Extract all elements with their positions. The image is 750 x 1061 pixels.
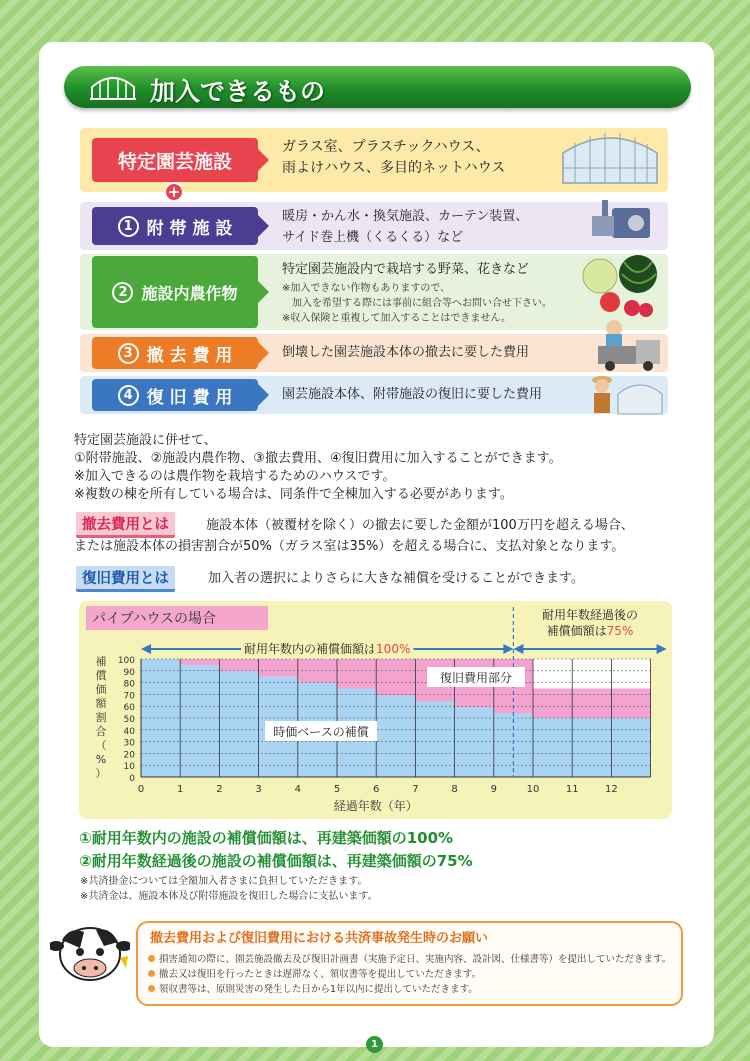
x-tick-label: 12 — [605, 784, 618, 795]
bar-restoration — [219, 659, 258, 671]
y-axis-label-char: ） — [95, 767, 107, 780]
y-tick-label: 50 — [123, 715, 135, 725]
y-tick-label: 10 — [123, 762, 135, 773]
range2-label — [547, 623, 634, 638]
bar-time-value — [219, 671, 258, 777]
x-tick-label: 9 — [490, 784, 497, 795]
notice-item: 領収書等は、原則災害の発生した日から1年以内に提出していただきます。 — [148, 981, 478, 995]
bar-restoration — [611, 689, 650, 719]
y-tick-label: 100 — [117, 656, 135, 666]
summary-2: ②耐用年数経過後の施設の補償価額は、再建築価額の75% — [79, 852, 473, 870]
greenhouse-image — [555, 128, 665, 188]
heater-machine-image — [588, 198, 660, 248]
range2-value: 75% — [606, 624, 634, 638]
arrow-head-left — [513, 644, 523, 654]
badge-tokutei: 特定園芸施設 — [92, 138, 258, 182]
bar-restoration — [376, 659, 415, 696]
x-tick-label: 4 — [294, 784, 301, 795]
page-title: 加入できるもの — [150, 77, 326, 106]
fukkyu-tag: 復旧費用とは — [76, 566, 175, 592]
badge-nousakumotsu: 2 施設内農作物 — [92, 256, 258, 328]
restoration-label: 復旧費用部分 — [439, 671, 513, 685]
y-tick-label: 70 — [123, 691, 135, 702]
range1-label-text: 耐用年数内の補償価額は — [244, 642, 377, 656]
desc-tekkyo: 倒壊した園芸施設本体の撤去に要した費用 — [282, 345, 530, 360]
x-tick-label: 5 — [333, 784, 341, 795]
bar-time-value — [376, 696, 415, 777]
desc-tokutei: ガラス室、プラスチックハウス、 雨よけハウス、多目的ネットハウス — [282, 139, 506, 176]
bar-time-value — [611, 718, 650, 777]
summary-1: ①耐用年数内の施設の補償価額は、再建築価額の100% — [79, 829, 454, 847]
badge-futai: 1 附 帯 施 設 — [92, 207, 258, 245]
tekkyo-definition: 施設本体（被覆材を除く）の撤去に要した金額が100万円を超える場合、 または施設本体の損害割合が50%（ガラス室は35%）を超える場合に、支払対象となります。 — [74, 518, 634, 554]
arrow-head-right — [503, 644, 513, 654]
number-2-icon: 2 — [112, 282, 133, 303]
x-tick-label: 3 — [255, 784, 262, 795]
badge-fukkyu: 4 復 旧 費 用 — [92, 379, 258, 411]
x-axis-label: 経過年数（年） — [333, 799, 418, 813]
footnotes: ※共済掛金については全額加入者さまに負担していただきます。 ※共済金は、施設本体及び附帯施設を復旧した場合に支払います。 — [80, 876, 378, 902]
x-tick-label: 0 — [137, 784, 145, 795]
x-tick-label: 7 — [412, 784, 419, 795]
intro-text: 特定園芸施設に併せて、 ①附帯施設、②施設内農作物、③撤去費用、④復旧費用に加入することができます。 ※加入できるのは農作物を栽培するためのハウスです。 ※複数の棟を所有している場合は、同条件で全棟加入する必要があります。 — [74, 433, 562, 502]
tekkyo-tag: 撤去費用とは — [76, 512, 175, 538]
plus-icon: + — [164, 182, 184, 202]
x-tick-label: 11 — [565, 784, 579, 795]
range2-line1: 耐用年数経過後の — [541, 608, 639, 622]
page-number: 1 — [366, 1036, 383, 1053]
fukkyu-definition: 加入者の選択によりさらに大きな補償を受けることができます。 — [208, 571, 584, 586]
bar-restoration — [337, 659, 376, 689]
y-axis-label-char: % — [95, 753, 107, 766]
bar-restoration — [180, 659, 219, 665]
arrow-head-right — [657, 644, 667, 654]
y-axis-label-char: 合 — [95, 725, 107, 738]
bar-time-value — [180, 665, 219, 777]
y-tick-label: 90 — [123, 667, 135, 678]
bar-time-value — [415, 701, 454, 777]
number-4-icon: 4 — [118, 385, 139, 406]
y-tick-label: 30 — [123, 738, 135, 749]
x-tick-label: 2 — [216, 784, 223, 795]
y-axis-label-char: 価 — [95, 683, 107, 696]
cow-mascot-icon — [50, 918, 130, 992]
notice-title: 撤去費用および復旧費用における共済事故発生時のお願い — [150, 931, 489, 946]
bar-restoration — [572, 689, 611, 719]
x-tick-label: 8 — [451, 784, 458, 795]
x-tick-label: 10 — [526, 784, 540, 795]
y-axis-label-char: （ — [95, 739, 107, 752]
y-tick-label: 60 — [123, 703, 135, 714]
chart-box-title: パイプハウスの場合 — [86, 606, 268, 630]
chart-svg — [79, 601, 672, 819]
desc-nousakumotsu: 特定園芸施設内で栽培する野菜、花きなど ※加入できない作物もありますので、 加入を希望する際には事前に組合等へお問い合せ下さい。 ※収入保険と重複して加入することはできません。 — [282, 262, 552, 324]
notice-item: 損害通知の際に、園芸施設撤去及び復旧計画書（実施予定日、実施内容、設計図、仕様書等）を提出していただきます。 — [148, 951, 671, 965]
y-axis-label-char: 補 — [95, 655, 107, 668]
vegetables-image — [580, 252, 666, 324]
range1-label — [244, 641, 410, 656]
farmer-image — [590, 370, 666, 418]
y-axis-label-char: 額 — [95, 697, 107, 710]
y-tick-label: 20 — [123, 750, 135, 761]
number-1-icon: 1 — [118, 216, 139, 237]
y-axis-label-char: 償 — [95, 669, 107, 682]
x-tick-label: 6 — [373, 784, 380, 795]
bar-time-value — [572, 718, 611, 777]
truck-image — [594, 316, 666, 374]
badge-tekkyo: 3 撤 去 費 用 — [92, 337, 258, 369]
y-tick-label: 0 — [129, 774, 135, 784]
range1-value: 100% — [376, 642, 411, 656]
bar-restoration — [259, 659, 298, 677]
range2-label-text: 補償価額は — [546, 624, 607, 638]
arrow-head-left — [141, 644, 151, 654]
desc-futai: 暖房・かん水・換気施設、カーテン装置、 サイド巻上機（くるくる）など — [282, 209, 529, 245]
y-tick-label: 80 — [123, 679, 135, 690]
x-tick-label: 1 — [177, 784, 184, 795]
number-3-icon: 3 — [118, 343, 139, 364]
time-value-label: 時価ベースの補償 — [273, 725, 369, 739]
y-axis-label-char: 割 — [95, 711, 107, 724]
greenhouse-icon — [88, 71, 138, 103]
desc-fukkyu: 園芸施設本体、附帯施設の復旧に要した費用 — [282, 387, 543, 402]
bar-time-value — [533, 718, 572, 777]
bar-restoration — [533, 689, 572, 719]
y-tick-label: 40 — [123, 726, 135, 737]
notice-item: 撤去又は復旧を行ったときは遅滞なく、領収書等を提出していただきます。 — [148, 966, 481, 980]
